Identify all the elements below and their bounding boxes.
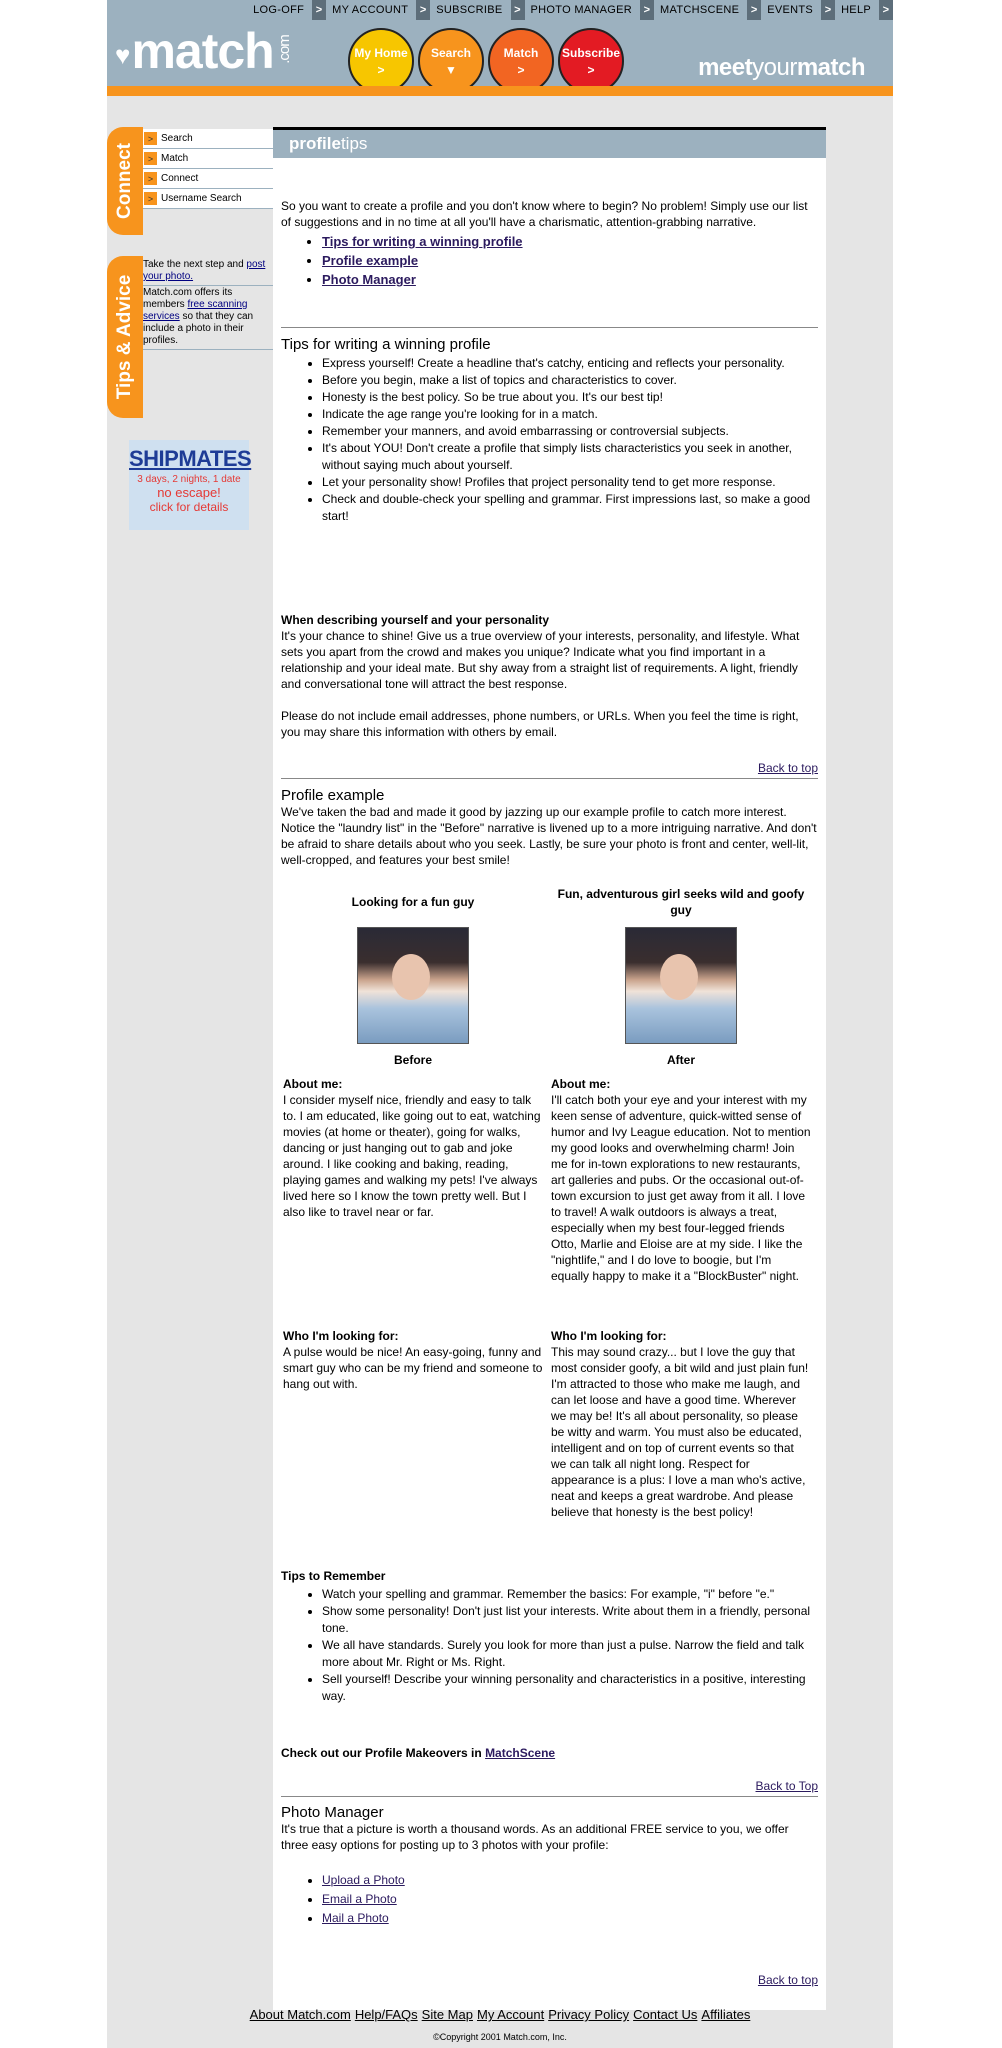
title-profile: profile: [289, 134, 341, 153]
topnav-item-label: MATCHSCENE: [660, 4, 740, 16]
makeovers-text: Check out our Profile Makeovers in: [281, 1746, 486, 1760]
before-photo: [357, 927, 469, 1044]
makeovers-line: [281, 1745, 818, 1761]
tips-heading: Tips for writing a winning profile: [281, 336, 491, 353]
topnav-item-label: HELP: [841, 4, 871, 16]
connect-item-username-search[interactable]: [143, 189, 273, 209]
before-seek-text: A pulse would be nice! An easy-going, funny and smart guy who can be my friend and someone to hang out with.: [283, 1345, 543, 1391]
ad-line2: no escape!: [157, 485, 221, 500]
list-item: • Indicate the age range you're looking for in a match.: [322, 406, 818, 423]
divider-3: [281, 1796, 818, 1797]
topnav-item-label: LOG-OFF: [253, 4, 305, 16]
intro-section: [281, 198, 818, 289]
nav-circle-my-home[interactable]: [348, 28, 414, 94]
main-content: [273, 127, 826, 2010]
title-tips: tips: [340, 134, 368, 153]
list-item: • Let your personality show! Profiles that project personality tend to get more response.: [322, 474, 818, 491]
list-item: • Check and double-check your spelling and grammar. First impressions last, so make a good start!: [322, 491, 818, 525]
example-text: We've taken the bad and made it good by jazzing up our example profile to catch more interest. Notice the "laundry list" in the "Before" narrative is livened up to a more intriguing narrative. And don't be afraid to share details about who you seek. Lastly, be sure your photo is front and center, well-lit, well-cropped, and features your best smile!: [281, 805, 817, 867]
nav-circle-search[interactable]: [418, 28, 484, 94]
list-item: • Before you begin, make a list of topics and characteristics to cover.: [322, 372, 818, 389]
topnav-item-help[interactable]: [835, 0, 893, 20]
tips-section: [281, 337, 818, 525]
tips-photo-text: Take the next step and: [143, 259, 247, 270]
shipmates-ad[interactable]: [129, 440, 252, 530]
photo-section: [281, 1805, 818, 1928]
arrow-right-icon: >: [747, 0, 761, 20]
arrow-right-icon: >: [517, 62, 525, 77]
list-item: • Express yourself! Create a headline that's catchy, enticing and reflects your personality.: [322, 355, 818, 372]
tips-tab: [107, 256, 143, 418]
topnav-item-events[interactable]: [761, 0, 835, 20]
arrow-right-icon: >: [511, 0, 525, 20]
logo-suffix: .com: [275, 35, 293, 64]
after-photo-face: [660, 954, 698, 1000]
post-photo-link[interactable]: post your photo.: [143, 259, 266, 282]
topnav-item-photo-manager[interactable]: [525, 0, 655, 20]
site-header: [107, 20, 893, 86]
connect-tab-label: Connect: [114, 143, 135, 219]
list-item: • Sell yourself! Describe your winning personality and characteristics in a positive, interesting way.: [322, 1671, 818, 1705]
back-to-top-link-3[interactable]: Back to top: [757, 1973, 818, 1987]
matchscene-link[interactable]: MatchScene: [485, 1746, 556, 1760]
intro-text: So you want to create a profile and you don't know where to begin? No problem! Simply use our list of suggestions and in no time at all you'll have a charismatic, attention-grabbing narrative.: [281, 199, 808, 229]
tagline-match: match: [796, 54, 865, 81]
example-section: [281, 788, 818, 868]
tagline-your: your: [752, 54, 797, 81]
ad-line3: click for details: [149, 500, 229, 514]
arrow-right-icon: >: [587, 62, 595, 77]
photo-option-item: [322, 1871, 818, 1890]
after-photo: [625, 927, 737, 1044]
toc-list: [281, 232, 818, 289]
footer-link-contact-us[interactable]: Contact Us: [633, 2007, 698, 2022]
footer-link-about-match-com[interactable]: About Match.com: [249, 2007, 351, 2022]
after-caption: After: [666, 1053, 695, 1067]
describe-text: It's your chance to shine! Give us a true overview of your interests, personality, and lifestyle. What sets you apart from the crowd and makes you unique? Indicate what you find important in a relationship and your ideal mate. But shy away from a straight list of requirements. A light, friendly and conversational tone will attract the best response.: [281, 629, 800, 691]
arrow-right-icon: >: [144, 152, 157, 165]
footer-link-privacy-policy[interactable]: Privacy Policy: [548, 2007, 630, 2022]
photo-option-link[interactable]: Email a Photo: [322, 1892, 397, 1906]
tips-scan-post: so that they can include a photo in their profiles.: [143, 311, 254, 346]
back-to-top-2-row: [281, 1778, 818, 1794]
topnav-item-my-account[interactable]: [326, 0, 430, 20]
heart-icon: ♥: [115, 39, 130, 70]
before-photo-face: [392, 954, 430, 1000]
connect-item-label: Connect: [161, 173, 199, 184]
list-item: • Watch your spelling and grammar. Remember the basics: For example, "i" before "e.": [322, 1586, 818, 1603]
arrow-right-icon: >: [879, 0, 893, 20]
arrow-right-icon: >: [377, 62, 385, 77]
remember-heading: Tips to Remember: [281, 1569, 386, 1583]
before-column: [283, 885, 543, 1220]
connect-menu: [143, 129, 273, 209]
nav-circle-label: Search: [430, 45, 472, 60]
page-title: [273, 130, 826, 158]
nav-circle-match[interactable]: [488, 28, 554, 94]
back-to-top-1-row: [281, 760, 818, 776]
ad-title: SHIPMATES: [129, 446, 252, 471]
photo-options-list: [281, 1871, 818, 1928]
connect-item-connect[interactable]: [143, 169, 273, 189]
connect-item-label: Username Search: [161, 193, 242, 204]
photo-option-link[interactable]: Mail a Photo: [322, 1911, 389, 1925]
list-item: • It's about YOU! Don't create a profile that simply lists characteristics you seek in another, without saying much about yourself.: [322, 440, 818, 474]
tips-box: [143, 258, 273, 350]
divider-1: [281, 327, 818, 328]
topnav-item-label: SUBSCRIBE: [436, 4, 503, 16]
photo-option-item: [322, 1909, 818, 1928]
connect-tab: [107, 127, 143, 235]
topnav-item-matchscene[interactable]: [654, 0, 761, 20]
after-about-text: I'll catch both your eye and your interest with my keen sense of adventure, quick-witted sense of humor and Ivy League education. Not to mention my good looks and overwhelming charm! Join me for in-town explorations to new restaurants, art galleries and pubs. Or the occasional out-of-town excursion to just get away from it all. I love to travel! A walk outdoors is always a treat, especially when my best four-legged friends Otto, Marlie and Eloise are at my side. I like the "nightlife," and I do love to boogie, but I'm equally happy to make it a "BlockBuster" night.: [551, 1093, 811, 1283]
after-about-label: About me:: [551, 1077, 611, 1091]
footer-link-site-map[interactable]: Site Map: [421, 2007, 473, 2022]
arrow-right-icon: >: [416, 0, 430, 20]
list-item: • Remember your manners, and avoid embarrassing or controversial subjects.: [322, 423, 818, 440]
top-nav: [107, 0, 893, 20]
footer-link-affiliates[interactable]: Affiliates: [701, 2007, 751, 2022]
photo-text: It's true that a picture is worth a thousand words. As an additional FREE service to you, we offer three easy options for posting up to 3 photos with your profile:: [281, 1822, 789, 1852]
arrow-right-icon: >: [144, 172, 157, 185]
before-headline: Looking for a fun guy: [351, 895, 475, 909]
footer-link-my-account[interactable]: My Account: [476, 2007, 545, 2022]
topnav-item-log-off[interactable]: [247, 0, 326, 20]
back-to-top-3-row: [281, 1972, 818, 1988]
before-about-text: I consider myself nice, friendly and easy to talk to. I am educated, like going out to eat, watching movies (at home or theater), going for walks, dancing or just hanging out to gab and joke around. I like cooking and baking, reading, playing games and walking my pets! I've always lived here so I know the town pretty well. But I also like to travel near or far.: [283, 1093, 541, 1219]
connect-item-match[interactable]: [143, 149, 273, 169]
ad-line1: 3 days, 2 nights, 1 date: [137, 474, 241, 485]
tips-scan-block: [143, 286, 273, 350]
footer-links: [107, 2007, 893, 2022]
topnav-item-label: MY ACCOUNT: [332, 4, 409, 16]
scanning-services-link[interactable]: free scanning services: [143, 299, 248, 322]
topnav-item-subscribe[interactable]: [430, 0, 524, 20]
toc-link[interactable]: Tips for writing a winning profile: [322, 234, 523, 249]
tips-scan-text: Match.com offers its members: [143, 287, 233, 310]
back-to-top-link[interactable]: Back to top: [757, 761, 818, 775]
toc-link[interactable]: Profile example: [322, 253, 419, 268]
remember-list: [281, 1586, 818, 1705]
tagline: [698, 54, 865, 82]
before-caption: Before: [393, 1053, 432, 1067]
tips-list: [281, 355, 818, 525]
photo-option-link[interactable]: Upload a Photo: [322, 1873, 405, 1887]
topnav-item-label: PHOTO MANAGER: [530, 4, 633, 16]
after-column: [551, 885, 811, 1284]
tips-tab-label: Tips & Advice: [114, 274, 135, 400]
connect-item-label: Match: [161, 153, 189, 164]
after-seek-column: [551, 1328, 811, 1520]
tips-photo-block: [143, 258, 273, 286]
toc-item: [322, 232, 818, 251]
connect-item-label: Search: [161, 133, 193, 144]
chevron-down-icon: ▼: [445, 62, 457, 77]
photo-option-item: [322, 1890, 818, 1909]
nav-circle-label: My Home: [354, 45, 408, 60]
nav-circle-label: Subscribe: [561, 45, 621, 60]
logo-text: match: [131, 23, 274, 79]
after-headline: Fun, adventurous girl seeks wild and goofy guy: [557, 887, 805, 917]
privacy-text: Please do not include email addresses, phone numbers, or URLs. When you feel the time is right, you may share this information with others by email.: [281, 709, 799, 739]
after-seek-label: Who I'm looking for:: [551, 1329, 667, 1343]
arrow-right-icon: >: [312, 0, 326, 20]
divider-2: [281, 778, 818, 779]
nav-circle-label: Match: [503, 45, 539, 60]
toc-item: [322, 251, 818, 270]
after-seek-text: This may sound crazy... but I love the guy that most consider goofy, a bit wild and just plain fun! I'm attracted to those who make me laugh, and can let loose and have a good time. Wherever we may be! It's all about personality, so please be witty and warm. You must also be educated, intelligent and on top of current events so that we can talk all night long. Respect for appearance is a plus: I love a man who's active, neat and keeps a great wardrobe. And please believe that honesty is the best policy!: [551, 1345, 809, 1519]
header-accent-bar: [107, 86, 893, 96]
before-seek-column: [283, 1328, 543, 1392]
photo-heading: Photo Manager: [281, 1804, 384, 1821]
list-item: • We all have standards. Surely you look for more than just a pulse. Narrow the field and talk more about Mr. Right or Ms. Right.: [322, 1637, 818, 1671]
describe-heading: When describing yourself and your personality: [281, 613, 550, 627]
describe-section: [281, 612, 818, 740]
arrow-right-icon: >: [144, 192, 157, 205]
back-to-top-link-2[interactable]: Back to Top: [755, 1779, 818, 1793]
copyright: ©Copyright 2001 Match.com, Inc.: [433, 2032, 567, 2042]
tagline-meet: meet: [698, 54, 753, 81]
nav-circle-subscribe[interactable]: [558, 28, 624, 94]
toc-link[interactable]: Photo Manager: [322, 272, 416, 287]
match-logo[interactable]: [115, 23, 302, 79]
remember-section: [281, 1568, 818, 1705]
arrow-right-icon: >: [640, 0, 654, 20]
topnav-item-label: EVENTS: [767, 4, 814, 16]
list-item: • Show some personality! Don't just list your interests. Write about them in a friendly, personal tone.: [322, 1603, 818, 1637]
footer-link-help-faqs[interactable]: Help/FAQs: [354, 2007, 418, 2022]
toc-item: [322, 270, 818, 289]
arrow-right-icon: >: [144, 132, 157, 145]
list-item: • Honesty is the best policy. So be true about you. It's our best tip!: [322, 389, 818, 406]
arrow-right-icon: >: [821, 0, 835, 20]
example-heading: Profile example: [281, 787, 385, 804]
before-about-label: About me:: [283, 1077, 343, 1091]
before-seek-label: Who I'm looking for:: [283, 1329, 399, 1343]
connect-item-search[interactable]: [143, 129, 273, 149]
